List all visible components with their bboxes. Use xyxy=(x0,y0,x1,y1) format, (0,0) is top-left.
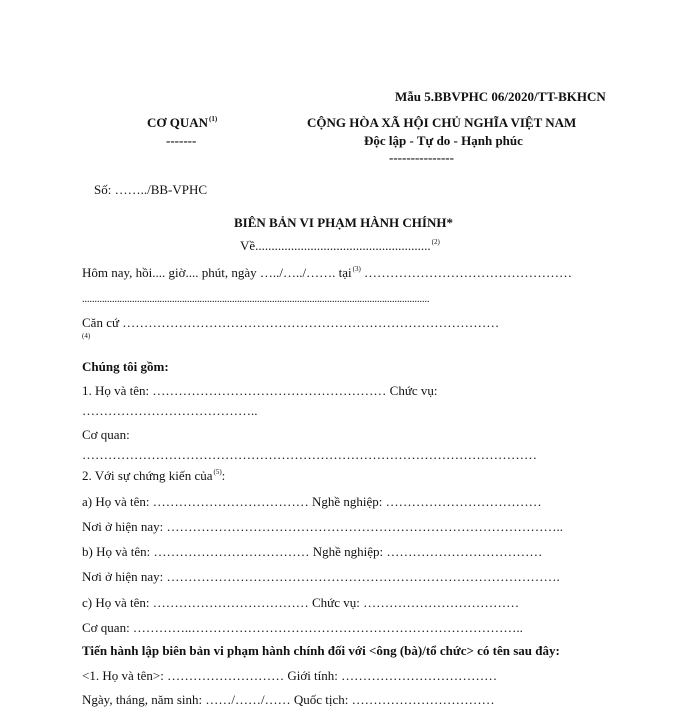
doc-title: BIÊN BẢN VI PHẠM HÀNH CHÍNH* xyxy=(234,215,453,230)
nation-motto: Độc lập - Tự do - Hạnh phúc xyxy=(364,133,523,148)
basis-note: (4) xyxy=(82,332,91,340)
violator-line: <1. Họ và tên>: ……………………… Giới tính: ……………………………… xyxy=(82,668,498,683)
witness-a-line: a) Họ và tên: ……………………………… Nghề nghiệp: ……………………………… xyxy=(82,494,542,509)
dob-line: Ngày, tháng, năm sinh: ……/……/…… Quốc tịch: …………………………… xyxy=(82,692,495,707)
witness-note: (5) xyxy=(213,468,222,476)
about-note: (2) xyxy=(431,238,440,246)
agency-c-line: Cơ quan: …………..………………………………………………………………….. xyxy=(82,620,523,635)
agency-label: CƠ QUAN xyxy=(147,115,209,130)
today-fill: ………………………………………… xyxy=(360,265,573,280)
about-text: Về...................................................... xyxy=(240,238,431,253)
nation-rule: --------------- xyxy=(389,150,454,165)
dotted-line: ........................................................................................................................................... xyxy=(82,294,430,305)
form-code: Mẫu 5.BBVPHC 06/2020/TT-BKHCN xyxy=(395,89,606,104)
agency-field-label: Cơ quan: xyxy=(82,427,130,442)
residence-b-line: Nơi ở hiện nay: ………………………………………………………………………………. xyxy=(82,569,560,584)
witness-b-line: b) Họ và tên: ……………………………… Nghề nghiệp: ……………………………… xyxy=(82,544,543,559)
residence-a-line: Nơi ở hiện nay: ……………………………………………………………………………….. xyxy=(82,519,564,534)
number-line: Số: ……../BB-VPHC xyxy=(94,182,208,197)
witness-text: 2. Với sự chứng kiến của xyxy=(82,468,213,483)
witness-colon: : xyxy=(221,468,226,483)
agency-field-dots: …………………………………………………………………………………………… xyxy=(82,447,537,462)
agency-note: (1) xyxy=(209,115,218,123)
today-line xyxy=(82,265,572,281)
agency-header xyxy=(147,115,217,131)
agency-dash: ------- xyxy=(166,133,197,148)
today-text: Hôm nay, hồi.... giờ.... phút, ngày …../…../……. tại xyxy=(82,265,352,280)
proceed-line: Tiến hành lập biên bản vi phạm hành chính đối với <ông (bà)/tổ chức> có tên sau đây: xyxy=(82,643,560,658)
person1-line: 1. Họ và tên: ……………………………………………… Chức vụ: xyxy=(82,383,438,398)
today-note: (3) xyxy=(352,265,361,273)
witness-line xyxy=(82,468,225,484)
about-line xyxy=(240,238,440,254)
person1-cont: ………………………………….. xyxy=(82,403,258,418)
nation-title: CỘNG HÒA XÃ HỘI CHỦ NGHĨA VIỆT NAM xyxy=(307,115,577,130)
we-include: Chúng tôi gồm: xyxy=(82,359,169,374)
witness-c-line: c) Họ và tên: ……………………………… Chức vụ: ……………………………… xyxy=(82,595,520,610)
basis-line: Căn cứ …………………………………………………………………………… xyxy=(82,315,500,330)
